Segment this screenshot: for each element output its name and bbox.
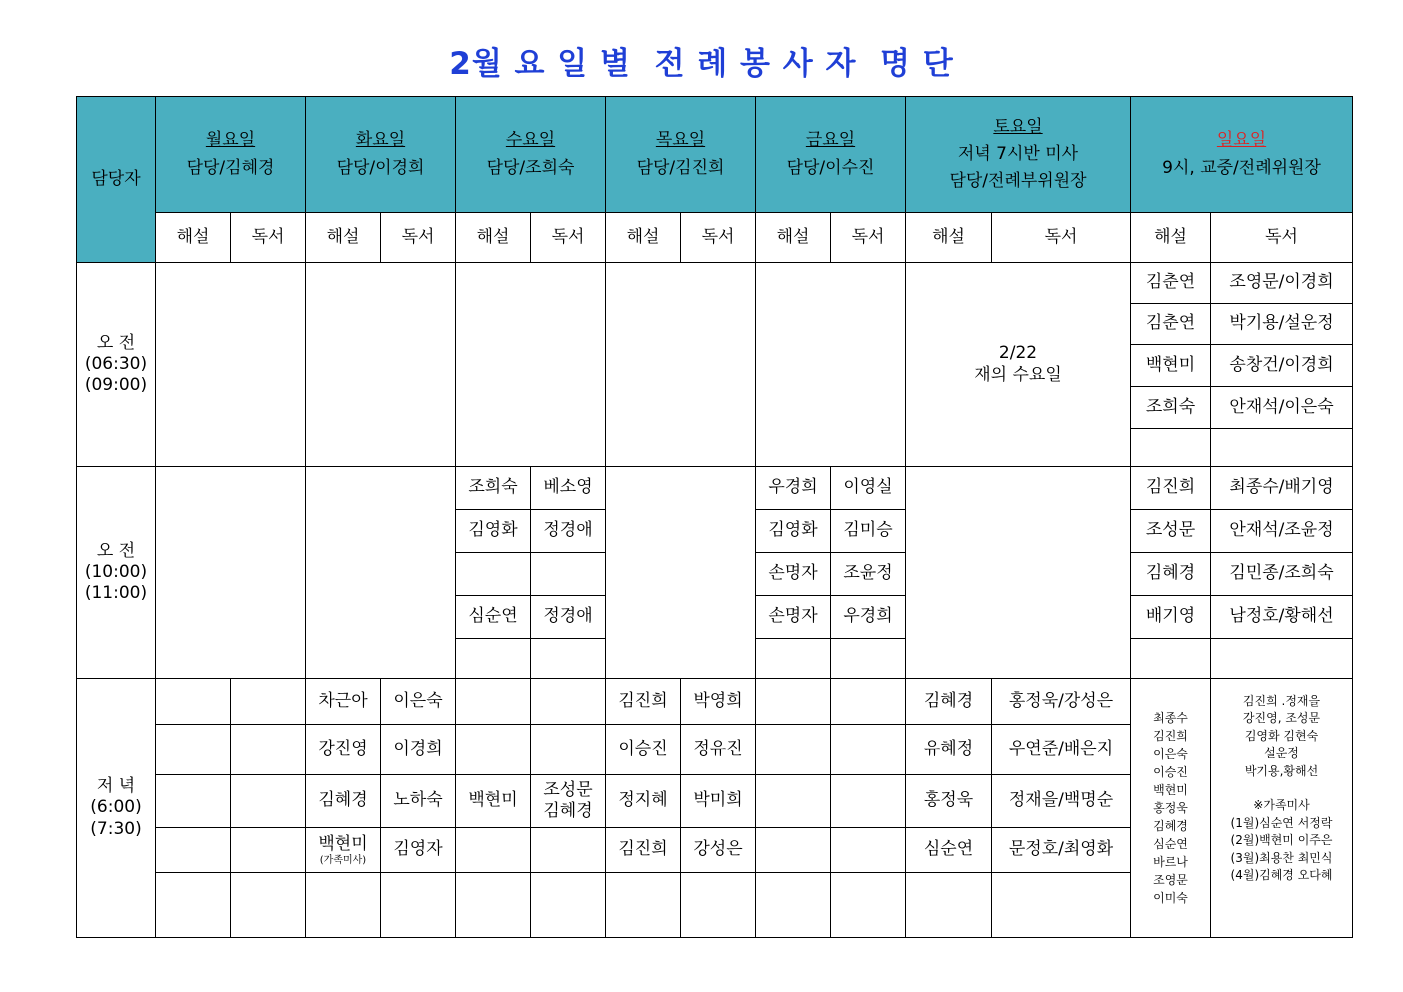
morning2-row <box>77 467 1353 510</box>
read-cell: 정재을/백명순 <box>992 775 1131 828</box>
explain-cell <box>156 725 231 775</box>
cell-line: 백현미 <box>318 833 368 854</box>
explain-cell: 홍정욱 <box>906 775 992 828</box>
read-cell <box>231 828 306 873</box>
explain-cell: 유혜정 <box>906 725 992 775</box>
empty-block <box>606 467 756 679</box>
read-cell <box>992 873 1131 938</box>
time-label <box>77 263 156 467</box>
read-cell: 홍정욱/강성은 <box>992 679 1131 725</box>
cell-line: 강진영, 조성문 <box>1242 711 1321 726</box>
day-name: 일요일 <box>1216 130 1267 151</box>
read-header: 독서 <box>1211 213 1353 263</box>
cell-line: 김영화 김현숙 <box>1244 728 1319 743</box>
morning1-row <box>77 263 1353 304</box>
explain-cell: 김혜경 <box>306 775 381 828</box>
cell-line: (10:00) <box>84 561 148 582</box>
explain-cell <box>756 639 831 679</box>
time-label <box>77 679 156 938</box>
saturday-note <box>906 263 1131 467</box>
cell-line: (09:00) <box>84 375 148 396</box>
day-info: 담당/김혜경 <box>186 157 275 178</box>
explain-cell: 김진희 <box>606 679 681 725</box>
read-cell <box>531 725 606 775</box>
read-cell <box>1211 639 1353 679</box>
read-header: 독서 <box>381 213 456 263</box>
explain-cell: 조희숙 <box>456 467 531 510</box>
explain-cell <box>456 873 531 938</box>
read-cell <box>531 828 606 873</box>
explain-cell: 김혜경 <box>1131 553 1211 596</box>
day-info: 담당/이수진 <box>786 157 875 178</box>
explain-cell <box>606 873 681 938</box>
day-info: 담당/김진희 <box>636 157 725 178</box>
read-cell <box>531 775 606 828</box>
cell-line: 심순연 <box>1153 837 1188 851</box>
read-cell: 정경애 <box>531 510 606 553</box>
explain-header: 해설 <box>756 213 831 263</box>
explain-cell <box>306 828 381 873</box>
cell-line: (1월)심순연 서정락 <box>1230 815 1333 830</box>
read-cell: 이영실 <box>831 467 906 510</box>
read-cell <box>231 775 306 828</box>
explain-cell: 조성문 <box>1131 510 1211 553</box>
day-name: 화요일 <box>355 130 406 151</box>
empty-block <box>156 467 306 679</box>
read-header: 독서 <box>231 213 306 263</box>
explain-cell <box>756 873 831 938</box>
read-cell: 김영자 <box>381 828 456 873</box>
cell-line: 박기용,황해선 <box>1244 763 1319 778</box>
explain-cell <box>756 828 831 873</box>
explain-cell: 심순연 <box>906 828 992 873</box>
family-mass-note: (가족미사) <box>319 855 367 867</box>
read-cell: 노하숙 <box>381 775 456 828</box>
read-cell: 조윤정 <box>831 553 906 596</box>
explain-cell: 이승진 <box>606 725 681 775</box>
read-header: 독서 <box>992 213 1131 263</box>
read-cell: 이경희 <box>381 725 456 775</box>
explain-cell <box>156 679 231 725</box>
empty-block <box>606 263 756 467</box>
explain-cell: 강진영 <box>306 725 381 775</box>
explain-cell: 김진희 <box>606 828 681 873</box>
read-cell <box>831 775 906 828</box>
read-cell: 김민종/조희숙 <box>1211 553 1353 596</box>
cell-line: (2월)백현미 이주은 <box>1230 833 1333 848</box>
read-cell: 강성은 <box>681 828 756 873</box>
explain-cell <box>456 725 531 775</box>
explain-header: 해설 <box>306 213 381 263</box>
read-cell <box>831 725 906 775</box>
day-name: 금요일 <box>805 130 856 151</box>
read-cell <box>531 873 606 938</box>
cell-line: 설운정 <box>1264 746 1299 761</box>
cell-line: (7:30) <box>90 818 142 839</box>
corner-header: 담당자 <box>77 97 156 263</box>
cell-line: 오 전 <box>96 540 136 561</box>
explain-cell <box>156 873 231 938</box>
subheader-row <box>77 213 1353 263</box>
cell-line: 재의 수요일 <box>974 364 1062 385</box>
read-cell <box>381 873 456 938</box>
explain-header: 해설 <box>156 213 231 263</box>
explain-cell <box>756 679 831 725</box>
explain-header: 해설 <box>906 213 992 263</box>
explain-cell: 심순연 <box>456 596 531 639</box>
cell-line: (4월)김혜경 오다혜 <box>1230 867 1333 882</box>
explain-cell <box>756 725 831 775</box>
cell-line: 이미숙 <box>1153 891 1188 905</box>
explain-cell <box>156 775 231 828</box>
explain-cell: 김영화 <box>756 510 831 553</box>
cell-line: 바르나 <box>1153 855 1188 869</box>
read-cell: 문정호/최영화 <box>992 828 1131 873</box>
explain-cell: 손명자 <box>756 596 831 639</box>
read-cell <box>681 873 756 938</box>
explain-cell <box>456 553 531 596</box>
cell-line: (06:30) <box>84 353 148 374</box>
day-name: 목요일 <box>655 130 706 151</box>
day-header <box>156 97 306 213</box>
read-header: 독서 <box>831 213 906 263</box>
read-cell: 김미승 <box>831 510 906 553</box>
read-cell: 박기용/설운정 <box>1211 304 1353 345</box>
explain-header: 해설 <box>1131 213 1211 263</box>
empty-block <box>156 263 306 467</box>
cell-line: 조성문 <box>543 779 593 800</box>
day-name: 토요일 <box>993 116 1043 137</box>
explain-cell: 김영화 <box>456 510 531 553</box>
explain-cell <box>906 873 992 938</box>
day-header <box>606 97 756 213</box>
read-cell: 우연준/배은지 <box>992 725 1131 775</box>
read-cell: 송창건/이경희 <box>1211 345 1353 387</box>
explain-cell: 김진희 <box>1131 467 1211 510</box>
explain-cell: 김혜경 <box>906 679 992 725</box>
empty-block <box>906 467 1131 679</box>
explain-cell <box>456 639 531 679</box>
explain-cell <box>756 775 831 828</box>
sunday-read-list <box>1211 679 1353 938</box>
read-cell: 안재석/이은숙 <box>1211 387 1353 429</box>
empty-block <box>306 467 456 679</box>
explain-cell: 조희숙 <box>1131 387 1211 429</box>
read-cell: 우경희 <box>831 596 906 639</box>
read-cell <box>231 679 306 725</box>
explain-cell <box>1131 639 1211 679</box>
day-header <box>456 97 606 213</box>
explain-cell: 정지혜 <box>606 775 681 828</box>
explain-cell: 김춘연 <box>1131 263 1211 304</box>
cell-line: 저 녁 <box>96 776 136 797</box>
read-cell: 최종수/배기영 <box>1211 467 1353 510</box>
explain-header: 해설 <box>606 213 681 263</box>
read-cell: 정경애 <box>531 596 606 639</box>
sunday-explain-list <box>1131 679 1211 938</box>
cell-line: (3월)최용찬 최민식 <box>1230 850 1333 865</box>
day-name: 월요일 <box>205 130 256 151</box>
explain-header: 해설 <box>456 213 531 263</box>
explain-cell: 백현미 <box>1131 345 1211 387</box>
read-cell <box>231 873 306 938</box>
read-cell <box>531 553 606 596</box>
read-cell: 남정호/황해선 <box>1211 596 1353 639</box>
day-info: 담당/전례부위원장 <box>949 171 1087 192</box>
read-cell <box>1211 429 1353 467</box>
read-header: 독서 <box>531 213 606 263</box>
explain-cell: 배기영 <box>1131 596 1211 639</box>
cell-line: (6:00) <box>90 797 142 818</box>
evening-row <box>77 679 1353 725</box>
day-info: 9시, 교중/전례위원장 <box>1162 157 1321 178</box>
read-cell <box>831 679 906 725</box>
schedule-table <box>76 96 1353 938</box>
cell-line: ※가족미사 <box>1253 798 1310 813</box>
day-header <box>306 97 456 213</box>
read-cell <box>531 679 606 725</box>
cell-line: 홍정욱 <box>1153 801 1188 815</box>
explain-cell <box>1131 429 1211 467</box>
cell-line: 백현미 <box>1153 783 1188 797</box>
read-cell: 박미희 <box>681 775 756 828</box>
cell-line: 김혜경 <box>1153 819 1188 833</box>
read-cell: 이은숙 <box>381 679 456 725</box>
day-name: 수요일 <box>505 130 556 151</box>
empty-block <box>456 263 606 467</box>
cell-line: 오 전 <box>96 332 136 353</box>
read-cell: 조영문/이경희 <box>1211 263 1353 304</box>
explain-cell: 김춘연 <box>1131 304 1211 345</box>
explain-cell <box>456 679 531 725</box>
cell-line: 김혜경 <box>543 801 593 821</box>
read-cell: 박영희 <box>681 679 756 725</box>
read-cell <box>231 725 306 775</box>
read-cell: 정유진 <box>681 725 756 775</box>
read-cell <box>531 639 606 679</box>
cell-line: 이은숙 <box>1153 747 1188 761</box>
read-header: 독서 <box>681 213 756 263</box>
read-cell <box>831 873 906 938</box>
read-cell: 안재석/조윤정 <box>1211 510 1353 553</box>
cell-line: 이승진 <box>1153 765 1188 779</box>
explain-cell: 차근아 <box>306 679 381 725</box>
day-header <box>756 97 906 213</box>
day-info: 저녁 7시반 미사 <box>957 143 1079 164</box>
cell-line: 2/22 <box>998 343 1038 364</box>
day-info: 담당/이경희 <box>336 157 425 178</box>
cell-line: (11:00) <box>84 583 148 604</box>
cell-line: 김진희 .정재을 <box>1242 694 1321 708</box>
day-info: 담당/조희숙 <box>486 157 575 178</box>
empty-block <box>306 263 456 467</box>
explain-cell: 손명자 <box>756 553 831 596</box>
time-label <box>77 467 156 679</box>
day-header <box>1131 97 1353 213</box>
read-cell: 베소영 <box>531 467 606 510</box>
cell-line: 최종수 <box>1153 711 1188 725</box>
explain-cell <box>456 828 531 873</box>
header-row <box>77 97 1353 213</box>
cell-line: 조영문 <box>1153 873 1188 887</box>
explain-cell: 우경희 <box>756 467 831 510</box>
explain-cell <box>306 873 381 938</box>
read-cell <box>831 828 906 873</box>
explain-cell <box>156 828 231 873</box>
empty-block <box>756 263 906 467</box>
read-cell <box>831 639 906 679</box>
day-header <box>906 97 1131 213</box>
explain-cell: 백현미 <box>456 775 531 828</box>
page-title: 2월 요 일 별 전 례 봉 사 자 명 단 <box>449 46 954 82</box>
cell-line: 김진희 <box>1153 729 1188 743</box>
